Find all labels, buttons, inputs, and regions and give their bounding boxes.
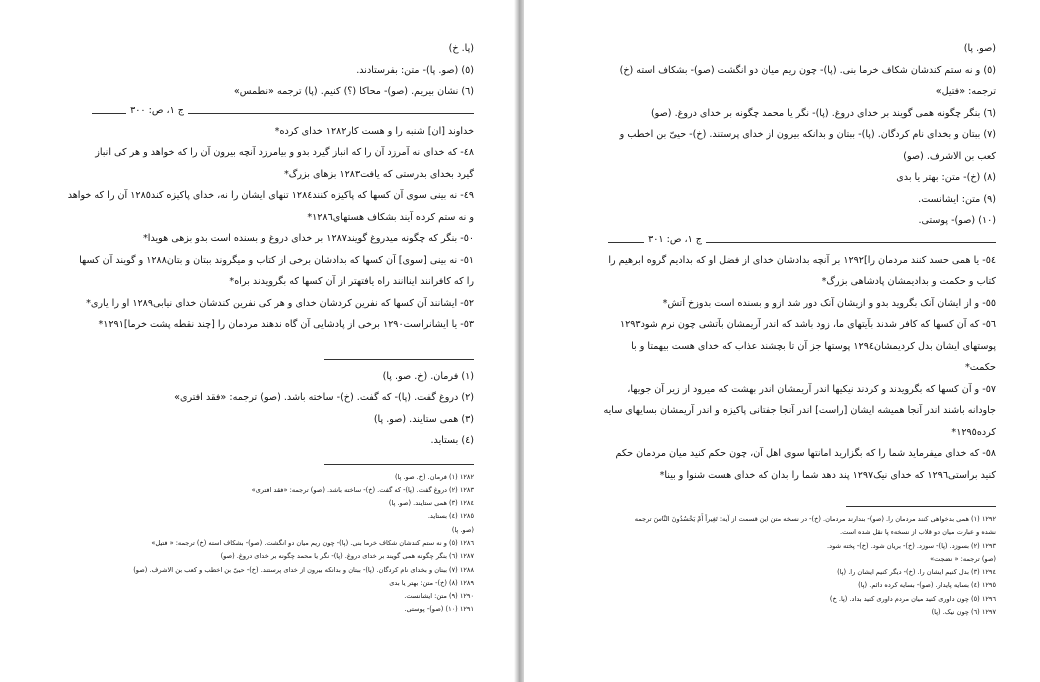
body-line: ٥٥- و از ایشان آنک بگروید بدو و ازیشان آنک دور شد ازو و بسنده است بدوزخ آتش* (662, 297, 996, 309)
body-line: ٥٠- بنگر که چگونه میدروغ گویند۱۲۸۷ بر خدای دروغ و بسنده است بدو بزهی هویدا* (142, 233, 474, 244)
footnote: ۱۲۹۲ (۱) همی بدخواهی کنند مردمان را. (صو)- بندارند مردمان. (خ)- در نسخه متن این قسمت از آیه: تَغِیراً أَمْ یَحْسُدُونَ النَّاسَ ترجمه (634, 515, 996, 523)
note-line: (۱) فرمان. (خ. صو. پا) (382, 370, 474, 382)
book-gutter (514, 0, 524, 682)
right-page-column (603, 38, 996, 619)
note-line: (۲) دروغ گفت. (پا)- که گفت. (خ)- ساخته باشد. (صو) ترجمه: «فقد افتری» (174, 392, 474, 403)
footnote: ۱۲۸٦ (٥) و نه ستم کندشان شکاف خرما بنی. (پا)- چون ریم میان دو انگشت. (صو)- بشکاف استه (خ) ترجمه: « فتیل» (151, 538, 474, 547)
body-line: ٥۸- که خدای میفرماید شما را که بگزارید امانتها سوی اهل آن، چون حکم کنید میان مردمان حکم (615, 448, 996, 459)
footnotes-divider (846, 506, 996, 507)
body-line: ٥١- نه بینی [سوی] آن کسها که بدادشان برخی از کتاب و میگروند ببتان و بتان۱۲۸۸ و گویند آن کسها (79, 254, 474, 266)
page-reference: ج ۱، ص: ۳۰۰ (126, 105, 188, 116)
left-page-column (67, 38, 474, 617)
footnote: ۱۲۹٥ (٤) بسایه پایدار. (صو)- بسایه کرده دائم. (پا) (858, 581, 996, 590)
top-line: (٦) نشان بیریم. (صو)- محاکا (؟) کنیم. (پا) ترجمه «نطمس» (233, 86, 474, 97)
footnote: ۱۲۸٥ (٤) بستاید. (427, 512, 474, 521)
body-line: ٤٨- که خدای نه آمرزد آن را که انباز گیرد بدو و بیامرزد آنچه بیرون آن را که خواهد و هر کی انباز (95, 147, 474, 158)
footnote: ۱۲۸۷ (٦) بنگر چگونه همی گویند بر خدای دروغ. (پا)- نگر یا محمد چگونه بر خدای دروغ. (صو) (220, 552, 474, 561)
page-reference: ج ۱، ص: ۳۰۱ (644, 234, 706, 245)
footnotes-divider (324, 464, 474, 465)
body-line: ٥٤- یا همی حسد کنند مردمان را]۱۲۹۲ بر آنچه بدادشان خدای از فضل او که بدادیم گروه ابرهیم را (608, 254, 996, 266)
right-page (524, 0, 1040, 682)
footnote: ۱۲۸۸ (۷) ببتان و بخدای نام کردگان. (پا)- ببتان و بدانکه بیرون از خدای پرستند. (خ)- حییّ بن اخطب و کعب بن الاشرف. (صو) (133, 565, 474, 574)
top-line: (٦) بنگر چگونه همی گویند بر خدای دروغ. (پا)- نگر یا محمد چگونه بر خدای دروغ. (صو) (650, 107, 996, 119)
page-reference-rule (92, 103, 474, 121)
top-line: (٥) (صو. پا)- متن: بفرستادند. (356, 64, 474, 76)
body-line: ٥٢- ایشانند آن کسها که نفرین کردشان خدای و هر کی نفرین کندشان خدای نیابی۱۲۸۹ او را یاری* (86, 297, 474, 309)
body-line: ٥۷- و آن کسها که بگرویدند و کردند نیکیها اندر آریمشان اندر بهشت که میرود از زیر آن جویها، (627, 383, 996, 395)
body-line: کتاب و حکمت و بدادیمشان پادشاهی بزرگ* (821, 276, 996, 287)
footnote: ۱۲۹۳ (۲) بسوزد. (پا)- سوزد. (خ)- بریان شود. (خ)- پخته شود. (827, 541, 996, 550)
top-line: (۱۰) (صو)- پوستی. (918, 215, 996, 226)
body-line: خداوند [ان] شنبه را و هست کار۱۲۸۲ خدای کرده* (274, 125, 474, 137)
top-line: (٥) و نه ستم کندشان شکاف خرما بنی. (پا)- چون ریم میان دو انگشت (صو)- بشکاف استه (خ) (619, 64, 996, 76)
body-line: گیرد بخدای بدرستی که یافت۱۲۸۳ بزهای بزرگ* (283, 168, 474, 180)
top-line: (۹) متن: ایشانست. (918, 193, 996, 205)
page-reference-rule (608, 232, 996, 250)
body-line: کنید براستی۱۲۹٦ که خدای نیک۱۲۹۷ پند دهد شما را بدان که خدای هست شنوا و بینا* (659, 469, 996, 481)
footnote: ۱۲۹۰ (۹) متن: ایشانست. (404, 592, 474, 601)
body-line: ٤٩- نه بینی سوی آن کسها که پاکیزه کنند۱۲۸٤ تنهای ایشان را نه، خدای پاکیزه کند۱۲۸٥ آن را که خواهد (67, 190, 474, 201)
footnote: (صو. پا) (451, 525, 474, 534)
note-line: (٤) بستاید. (430, 435, 474, 446)
footnote: ۱۲۸۳ (۲) دروغ گفت. (پا)- که گفت. (خ)- ساخته باشد. (صو) ترجمه: «فقد افتری» (251, 485, 474, 494)
footnote: نشده و عبارت میان دو قلاب از نسخهء پا نقل شده است. (840, 528, 996, 537)
footnote: ۱۲۹۱ (۱۰) (صو)- پوستی. (404, 605, 474, 614)
left-page (0, 0, 514, 682)
footnote: ۱۲۸۲ (۱) فرمان. (خ. صو. پا) (394, 472, 474, 481)
body-line: حکمت* (965, 362, 996, 373)
top-line: ترجمه: «فتیل» (935, 86, 996, 97)
body-line: ٥٣- یا ایشانراست۱۲۹۰ برخی از پادشایی آن گاه ندهند مردمان را [چند نقطه پشت خرما]۱۲۹۱* (98, 319, 474, 330)
body-line: ٥٦- که آن کسها که کافر شدند بآیتهای ما، زود باشد که اندر آریمشان بآتشی چون نرم شود۱۲۹۳ (619, 319, 996, 330)
footnote: ۱۲۹٤ (۳) بدل کنیم ایشان را. (خ)- دیگر کنیم ایشان را. (پا) (837, 568, 996, 577)
body-line: را که کافرانند ایناانند راه یافتهتر از آن کسها که بگرویدند براه* (229, 276, 474, 287)
note-line: (۳) همی ستایند. (صو. پا) (373, 413, 474, 425)
top-line: (۸) (خ)- متن: بهتر یا بدی (896, 172, 996, 183)
top-line: (صو. پا) (963, 43, 996, 54)
footnote: ۱۲۸٤ (۳) همی ستایند. (صو. پا) (388, 499, 474, 508)
top-line: (۷) ببتان و بخدای نام کردگان. (پا)- ببتان و بدانکه بیرون از خدای پرستند. (خ)- حییّ بن اخطب و (619, 129, 996, 140)
body-line: پوستهای ایشان بدل کردیمشان۱۲۹٤ پوستها جز آن تا بچشند عذاب که خدای هست بیهمتا و با (631, 340, 996, 352)
footnote: (صو) ترجمه: « نضجت» (930, 554, 996, 563)
body-line: جاودانه باشند اندر آنجا همیشه ایشان [راست] اندر آنجا جفتانی پاکیزه و اندر آریمشان بسایهای سایه (603, 405, 996, 416)
notes-divider (324, 359, 474, 360)
body-line: کرده۱۲۹٥* (951, 426, 996, 438)
body-line: و نه ستم کرده آیند بشکاف هستهای۱۲۸٦* (307, 211, 474, 223)
footnote: ۱۲۹۷ (٦) چون نیک. (پا) (931, 608, 996, 617)
top-line: کعب بن الاشرف. (صو) (903, 150, 996, 162)
footnote: ۱۲۸۹ (۸) (خ)- متن: بهتر یا بدی (389, 578, 474, 587)
footnote: ۱۲۹٦ (٥) چون داوری کنید میان مردم داوری کنید بداد. (پا. خ) (829, 594, 996, 603)
top-line: (پا. خ) (448, 43, 474, 54)
